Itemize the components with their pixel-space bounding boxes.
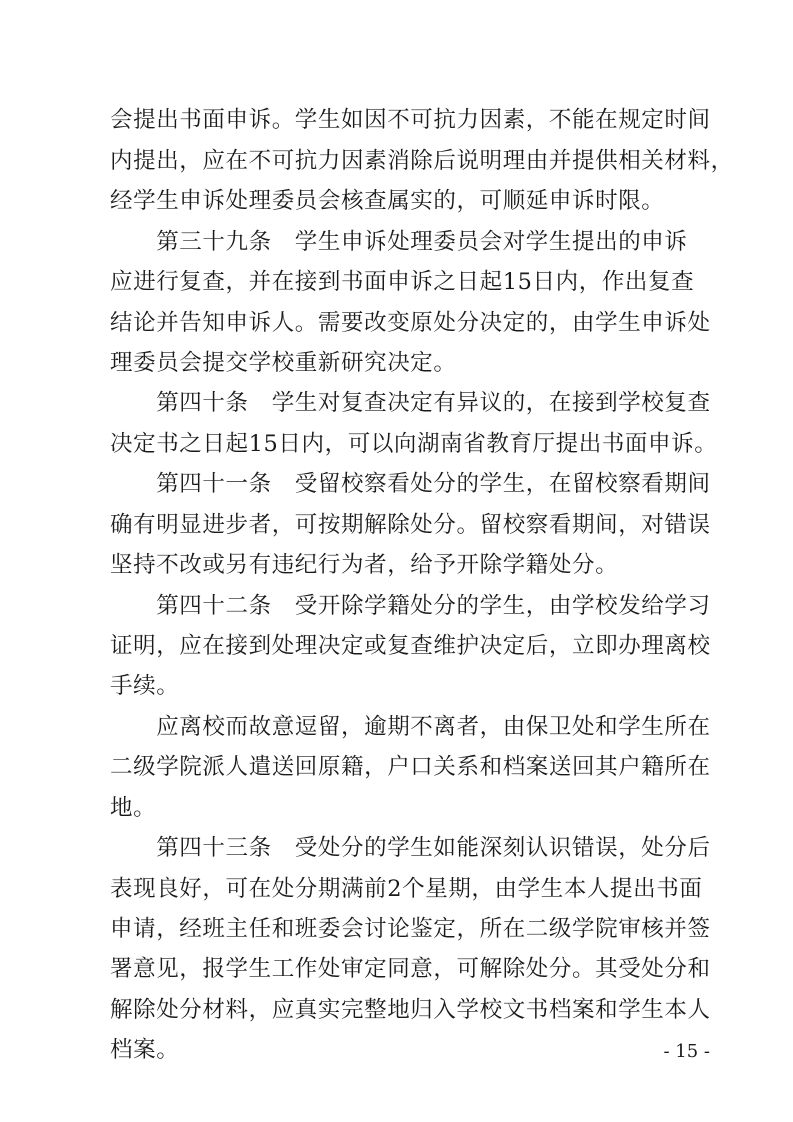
text-line: 解除处分材料，应真实完整地归入学校文书档案和学生本人 [110,997,711,1023]
text-line: 理委员会提交学校重新研究决定。 [110,350,457,376]
text-line: 第四十条 学生对复查决定有异议的，在接到学校复查 [110,390,711,416]
text-line: 确有明显进步者，可按期解除处分。留校察看期间，对错误 [110,512,711,538]
text-line: 经学生申诉处理委员会核查属实的，可顺延申诉时限。 [110,188,665,214]
text-line: 证明，应在接到处理决定或复查维护决定后，立即办理离校 [110,633,711,659]
text-line: 应离校而故意逗留，逾期不离者，由保卫处和学生所在 [110,714,711,740]
text-line: 申请，经班主任和班委会讨论鉴定，所在二级学院审核并签 [110,916,711,942]
text-line: 第四十三条 受处分的学生如能深刻认识错误，处分后 [110,835,711,861]
text-line: 坚持不改或另有违纪行为者，给予开除学籍处分。 [110,552,619,578]
text-line: 二级学院派人遣送回原籍，户口关系和档案送回其户籍所在 [110,754,711,780]
text-line: 第三十九条 学生申诉处理委员会对学生提出的申诉 [110,229,688,255]
text-line: 决定书之日起15日内，可以向湖南省教育厅提出书面申诉。 [110,431,718,457]
text-line: 结论并告知申诉人。需要改变原处分决定的，由学生申诉处 [110,310,711,336]
text-line: 第四十二条 受开除学籍处分的学生，由学校发给学习 [110,593,711,619]
text-line: 会提出书面申诉。学生如因不可抗力因素，不能在规定时间 [110,107,711,133]
text-line: 表现良好，可在处分期满前2个星期，由学生本人提出书面 [110,876,703,902]
text-line: 应进行复查，并在接到书面申诉之日起15日内，作出复查 [110,269,695,295]
text-line: 内提出，应在不可抗力因素消除后说明理由并提供相关材料， [110,148,734,174]
text-line: 手续。 [110,673,180,699]
text-line: 档案。 [110,1037,180,1063]
page-number: - 15 - [663,1041,710,1062]
text-line: 署意见，报学生工作处审定同意，可解除处分。其受处分和 [110,956,711,982]
text-line: 地。 [110,795,157,821]
text-line: 第四十一条 受留校察看处分的学生，在留校察看期间 [110,471,711,497]
